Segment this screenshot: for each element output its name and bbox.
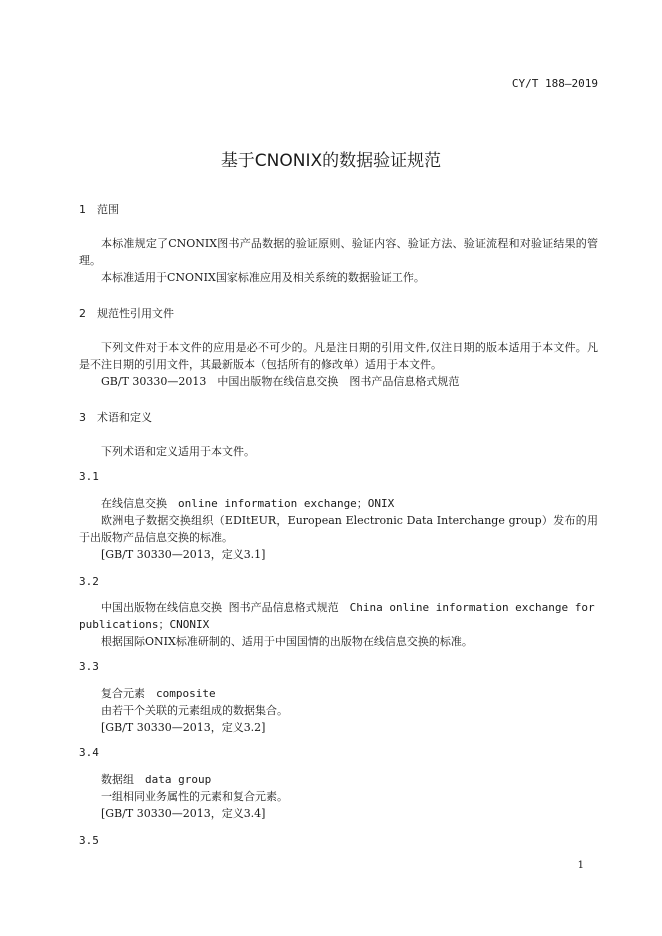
term-source: [GB/T 30330—2013，定义3.2] [101, 721, 266, 734]
standard-number: CY/T 188—2019 [511, 77, 598, 90]
section-1-heading [79, 201, 119, 217]
section-1-paragraph-1: 本标准规定了CNONIX图书产品数据的验证原则、验证内容、验证方法、验证流程和对验证结果的管理。 [79, 237, 598, 267]
term-definition: 欧洲电子数据交换组织（EDItEUR，European Electronic Data Interchange group）发布的用于出版物产品信息交换的标准。 [79, 514, 598, 544]
term-number: 3.1 [79, 470, 99, 483]
term-heading: 复合元素 composite [101, 687, 216, 700]
term-definition: 一组相同业务属性的元素和复合元素。 [101, 790, 288, 803]
term-heading: 中国出版物在线信息交换 图书产品信息格式规范 China online information exchange for publications；CNONIX [79, 601, 595, 631]
term-number: 3.3 [79, 660, 99, 673]
term-source: [GB/T 30330—2013，定义3.1] [101, 548, 266, 561]
document-title: 基于CNONIX的数据验证规范 [220, 151, 442, 171]
term-number: 3.5 [79, 834, 99, 847]
term-number: 3.4 [79, 746, 99, 759]
section-3-paragraph-1: 下列术语和定义适用于本文件。 [101, 445, 255, 458]
section-3-heading [79, 409, 152, 425]
section-1-paragraph-2: 本标准适用于CNONIX国家标准应用及相关系统的数据验证工作。 [101, 271, 425, 284]
section-2-paragraph-1: 下列文件对于本文件的应用是必不可少的。凡是注日期的引用文件,仅注日期的版本适用于本文件。凡是不注日期的引用文件，其最新版本（包括所有的修改单）适用于本文件。 [79, 341, 598, 371]
term-definition: 由若干个关联的元素组成的数据集合。 [101, 704, 288, 717]
term-heading: 在线信息交换 online information exchange；ONIX [101, 497, 395, 510]
page-number: 1 [577, 860, 584, 871]
term-heading: 数据组 data group [101, 773, 212, 786]
section-number: 2 [79, 307, 86, 320]
section-2-heading [79, 305, 174, 321]
section-title: 术语和定义 [97, 411, 152, 424]
term-source: [GB/T 30330—2013，定义3.4] [101, 807, 266, 820]
normative-reference: GB/T 30330—2013 中国出版物在线信息交换 图书产品信息格式规范 [101, 375, 460, 388]
term-number: 3.2 [79, 575, 99, 588]
section-title: 范围 [97, 203, 119, 216]
section-number: 3 [79, 411, 86, 424]
section-title: 规范性引用文件 [97, 307, 174, 320]
section-number: 1 [79, 203, 86, 216]
term-definition: 根据国际ONIX标准研制的、适用于中国国情的出版物在线信息交换的标准。 [101, 635, 473, 648]
